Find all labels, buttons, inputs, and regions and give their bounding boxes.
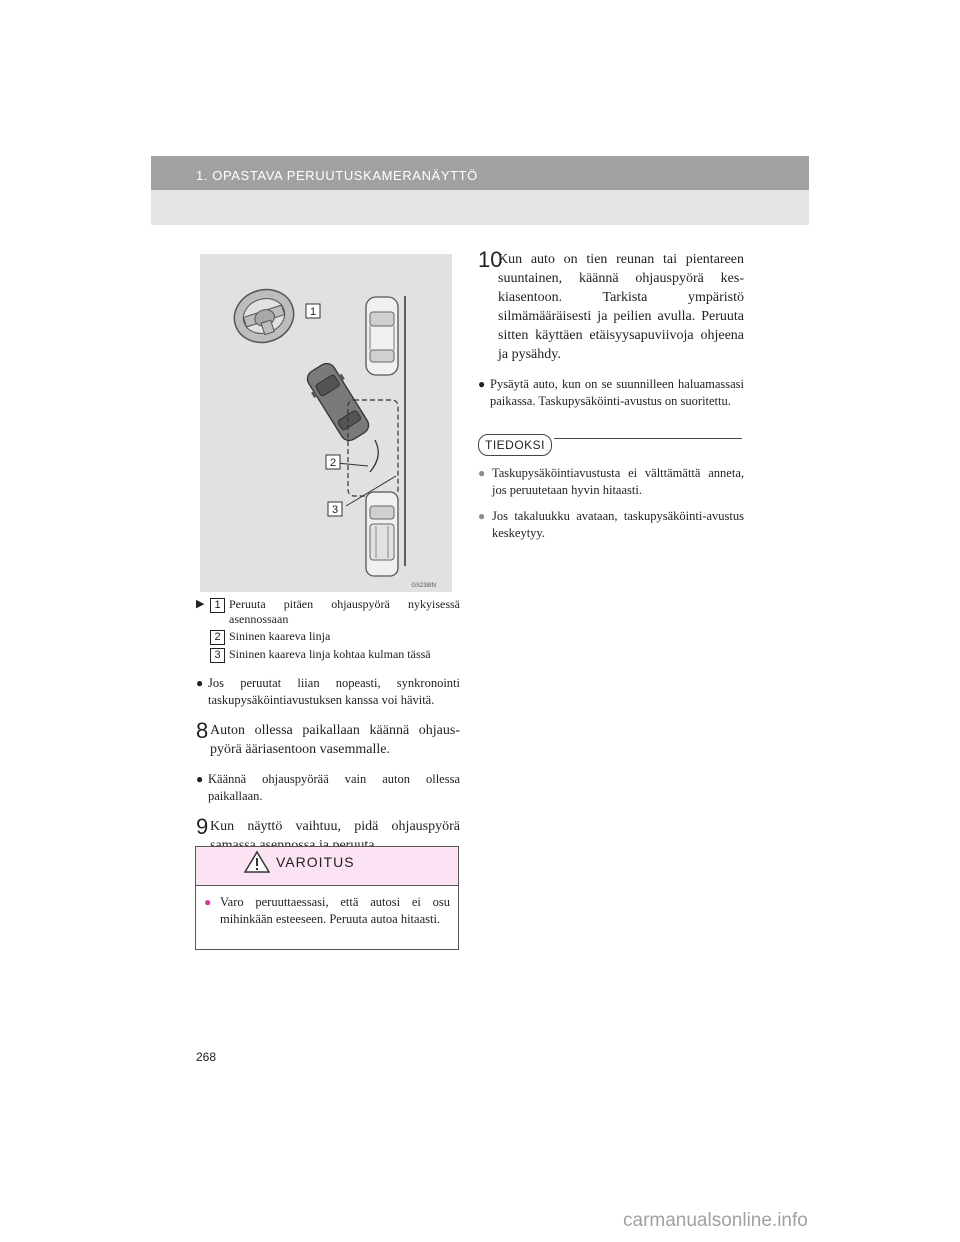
warning-header xyxy=(196,847,458,886)
step-text: Auton ollessa paikallaan käännä ohjaus-pyörä ääriasentoon vasemmalle. xyxy=(210,723,460,757)
bullet-icon: ● xyxy=(204,895,212,909)
bullet-item: ● Jos peruutat liian nopeasti, synkronointi taskupysäköintiavustuksen kanssa voi hävitä. xyxy=(196,676,460,707)
legend-text: Peruuta pitäen ohjauspyörä nykyisessä asennossaan xyxy=(229,597,460,626)
steering-wheel-icon xyxy=(227,282,300,350)
curved-guide-line xyxy=(370,440,378,472)
warning-body xyxy=(196,886,458,928)
info-item: ● Jos takaluukku avataan, taskupysäköinti-avustus keskeytyy. xyxy=(478,509,744,540)
step-number: 10 xyxy=(478,247,503,272)
arrow-icon: ▶ xyxy=(196,598,205,610)
step-8 xyxy=(196,718,460,759)
left-column xyxy=(196,597,460,855)
bullet-icon: ● xyxy=(196,676,204,690)
warning-box xyxy=(195,846,459,950)
step-number: 8 xyxy=(196,718,209,743)
callout-3: 3 xyxy=(331,504,339,516)
legend-text: Sininen kaareva linja xyxy=(229,629,331,643)
warning-triangle-icon xyxy=(244,850,270,874)
step-number: 9 xyxy=(196,814,209,839)
bullet-icon: ● xyxy=(478,377,486,391)
legend-number: 2 xyxy=(210,630,225,645)
warning-title: VAROITUS xyxy=(276,854,355,870)
parked-car-rear xyxy=(366,492,398,576)
bullet-icon: ● xyxy=(196,772,204,786)
legend-item xyxy=(196,647,460,663)
info-tag: TIEDOKSI xyxy=(478,434,552,456)
bullet-icon: ● xyxy=(478,509,486,523)
reversing-car xyxy=(302,359,375,446)
legend-number: 1 xyxy=(210,598,225,613)
figure-code: GS238IN xyxy=(411,583,436,589)
warning-text: Varo peruuttaessasi, että autosi ei osu mihinkään esteeseen. Peruuta autoa hitaasti. xyxy=(220,895,450,926)
section-title: 1. OPASTAVA PERUUTUSKAMERANÄYTTÖ xyxy=(196,168,478,183)
step-text: Kun auto on tien reunan tai pientareen suuntainen, käännä ohjauspyörä kes-kiasentoon. Tarkista ympäristö silmämääräisesti ja peilien avulla. Peruuta sitten käyttäen etäisyysapuviivoja ohjeena ja pysähdy. xyxy=(498,252,744,362)
header-band xyxy=(151,190,809,225)
right-column xyxy=(478,247,744,542)
bullet-icon: ● xyxy=(478,466,486,480)
watermark: carmanualsonline.info xyxy=(623,1210,808,1231)
legend-item xyxy=(196,597,460,627)
page-number: 268 xyxy=(196,1050,217,1064)
step-text: Kun näyttö vaihtuu, pidä ohjauspyörä xyxy=(210,819,460,834)
callout-2: 2 xyxy=(329,457,337,469)
parked-car-front xyxy=(366,297,398,375)
legend-text: Sininen kaareva linja kohtaa kulman tässä xyxy=(229,647,431,661)
callout-1: 1 xyxy=(309,306,317,318)
parking-illustration xyxy=(200,254,452,592)
info-divider xyxy=(554,438,742,439)
bullet-item: ● Pysäytä auto, kun on se suunnilleen haluamassasi paikassa. Taskupysäköinti-avustus on suoritettu. xyxy=(478,377,744,408)
bullet-item: ● Käännä ohjauspyörää vain auton ollessa paikallaan. xyxy=(196,772,460,803)
legend-number: 3 xyxy=(210,648,225,663)
info-item: ● Taskupysäköintiavustusta ei välttämättä anneta, jos peruutetaan hyvin hitaasti. xyxy=(478,466,744,497)
step-10 xyxy=(478,247,744,364)
legend-item xyxy=(196,629,460,645)
